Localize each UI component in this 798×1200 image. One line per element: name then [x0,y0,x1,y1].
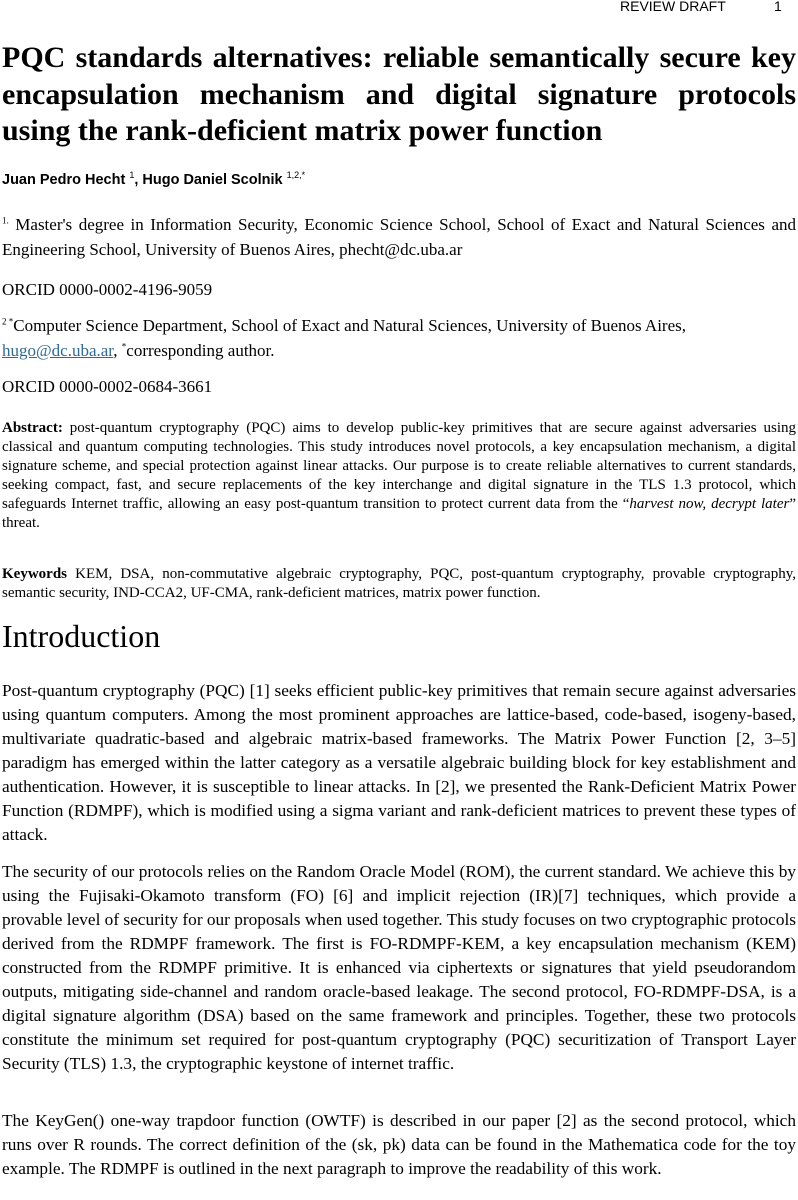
keywords-text: KEM, DSA, non-commutative algebraic cryptography, PQC, post-quantum cryptography, provable cryptography, semantic security, IND-CCA2, UF-CMA, rank-deficient matrices, matrix power function. [2,566,796,601]
author-affiliation-mark: 1,2,* [286,170,306,181]
affiliation-text: Computer Science Department, School of Exact and Natural Sciences, University of Buenos Aires, [13,316,686,335]
author-affiliation-mark: 1 [129,170,135,181]
author-line [2,172,305,188]
affiliation-mark: 1. [2,215,9,226]
author-name: Juan Pedro Hecht [2,172,126,188]
keywords [2,565,796,603]
intro-paragraph-3: The KeyGen() one-way trapdoor function (OWTF) is described in our paper [2] as the second protocol, which runs over R rounds. The correct definition of the (sk, pk) data can be found in the Mathematica code for the toy example. The RDMPF is outlined in the next paragraph to improve the readability of this work. [2,1111,796,1178]
abstract-label: Abstract: [2,420,63,436]
abstract [2,419,796,533]
intro-paragraph-1: Post-quantum cryptography (PQC) [1] seeks efficient public-key primitives that remain secure against adversaries using quantum computers. Among the most prominent approaches are lattice-based, code-based, isogeny-based, multivariate quadratic-based and algebraic matrix-based frameworks. The Matrix Power Function [2, 3–5] paradigm has emerged within the latter category as a versatile algebraic building block for key establishment and authentication. However, it is susceptible to linear attacks. In [2], we presented the Rank-Deficient Matrix Power Function (RDMPF), which is modified using a sigma variant and rank-deficient matrices to prevent these types of attack. [2,681,796,844]
author-name: Hugo Daniel Scolnik [142,172,283,188]
corresponding-email-link[interactable]: hugo@dc.uba.ar [2,341,114,360]
paper-title: PQC standards alternatives: reliable semantically secure key encapsulation mechanism and digital signature protocols using the rank-deficient matrix power function [2,41,796,147]
affiliation-2 [2,313,796,363]
affiliation-1 [2,212,796,262]
review-draft-label: REVIEW DRAFT [620,0,726,14]
orcid-1: ORCID 0000-0002-4196-9059 [2,280,213,299]
corresponding-mark: * [121,341,127,352]
section-heading-introduction: Introduction [2,618,161,654]
running-header [0,0,798,18]
affiliation-mark: 2 * [2,316,14,327]
abstract-italic-phrase: harvest now, decrypt later [629,496,790,512]
email-separator: , [113,341,122,360]
abstract-text: post-quantum cryptography (PQC) aims to develop public-key primitives that are secure against adversaries using classical and quantum computing technologies. This study introduces novel protocols, a key encapsulation mechanism, a digital signature scheme, and special protection against linear attacks. Our purpose is to create reliable alternatives to current standards, seeking compact, fast, and secure replacements of the key interchange and digital signature in the TLS 1.3 protocol, which safeguards Internet traffic, allowing an easy post-quantum transition to protect current data from the “ [2,420,797,512]
corresponding-author-note: corresponding author. [126,341,275,360]
page-number: 1 [774,0,782,14]
orcid-2: ORCID 0000-0002-0684-3661 [2,377,213,396]
intro-paragraph-2: The security of our protocols relies on the Random Oracle Model (ROM), the current standard. We achieve this by using the Fujisaki-Okamoto transform (FO) [6] and implicit rejection (IR)[7] techniques, which provide a provable level of security for our proposals when used together. This study focuses on two cryptographic protocols derived from the RDMPF framework. The first is FO-RDMPF-KEM, a key encapsulation mechanism (KEM) constructed from the RDMPF primitive. It is enhanced via ciphertexts or signatures that yield pseudorandom outputs, mitigating side-channel and random oracle-based leakage. The second protocol, FO-RDMPF-DSA, is a digital signature algorithm (DSA) based on the same framework and principles. Together, these two protocols constitute the minimum set required for post-quantum cryptography (PQC) securitization of Transport Layer Security (TLS) 1.3, the cryptographic keystone of internet traffic. [2,862,796,1073]
abstract-text-end: ” threat. [2,496,797,531]
affiliation-text: Master's degree in Information Security, Economic Science School, School of Exact and Natural Sciences and Engineering School, University of Buenos Aires, phecht@dc.uba.ar [2,215,796,259]
keywords-label: Keywords [2,566,67,582]
author-separator: , [134,172,139,188]
